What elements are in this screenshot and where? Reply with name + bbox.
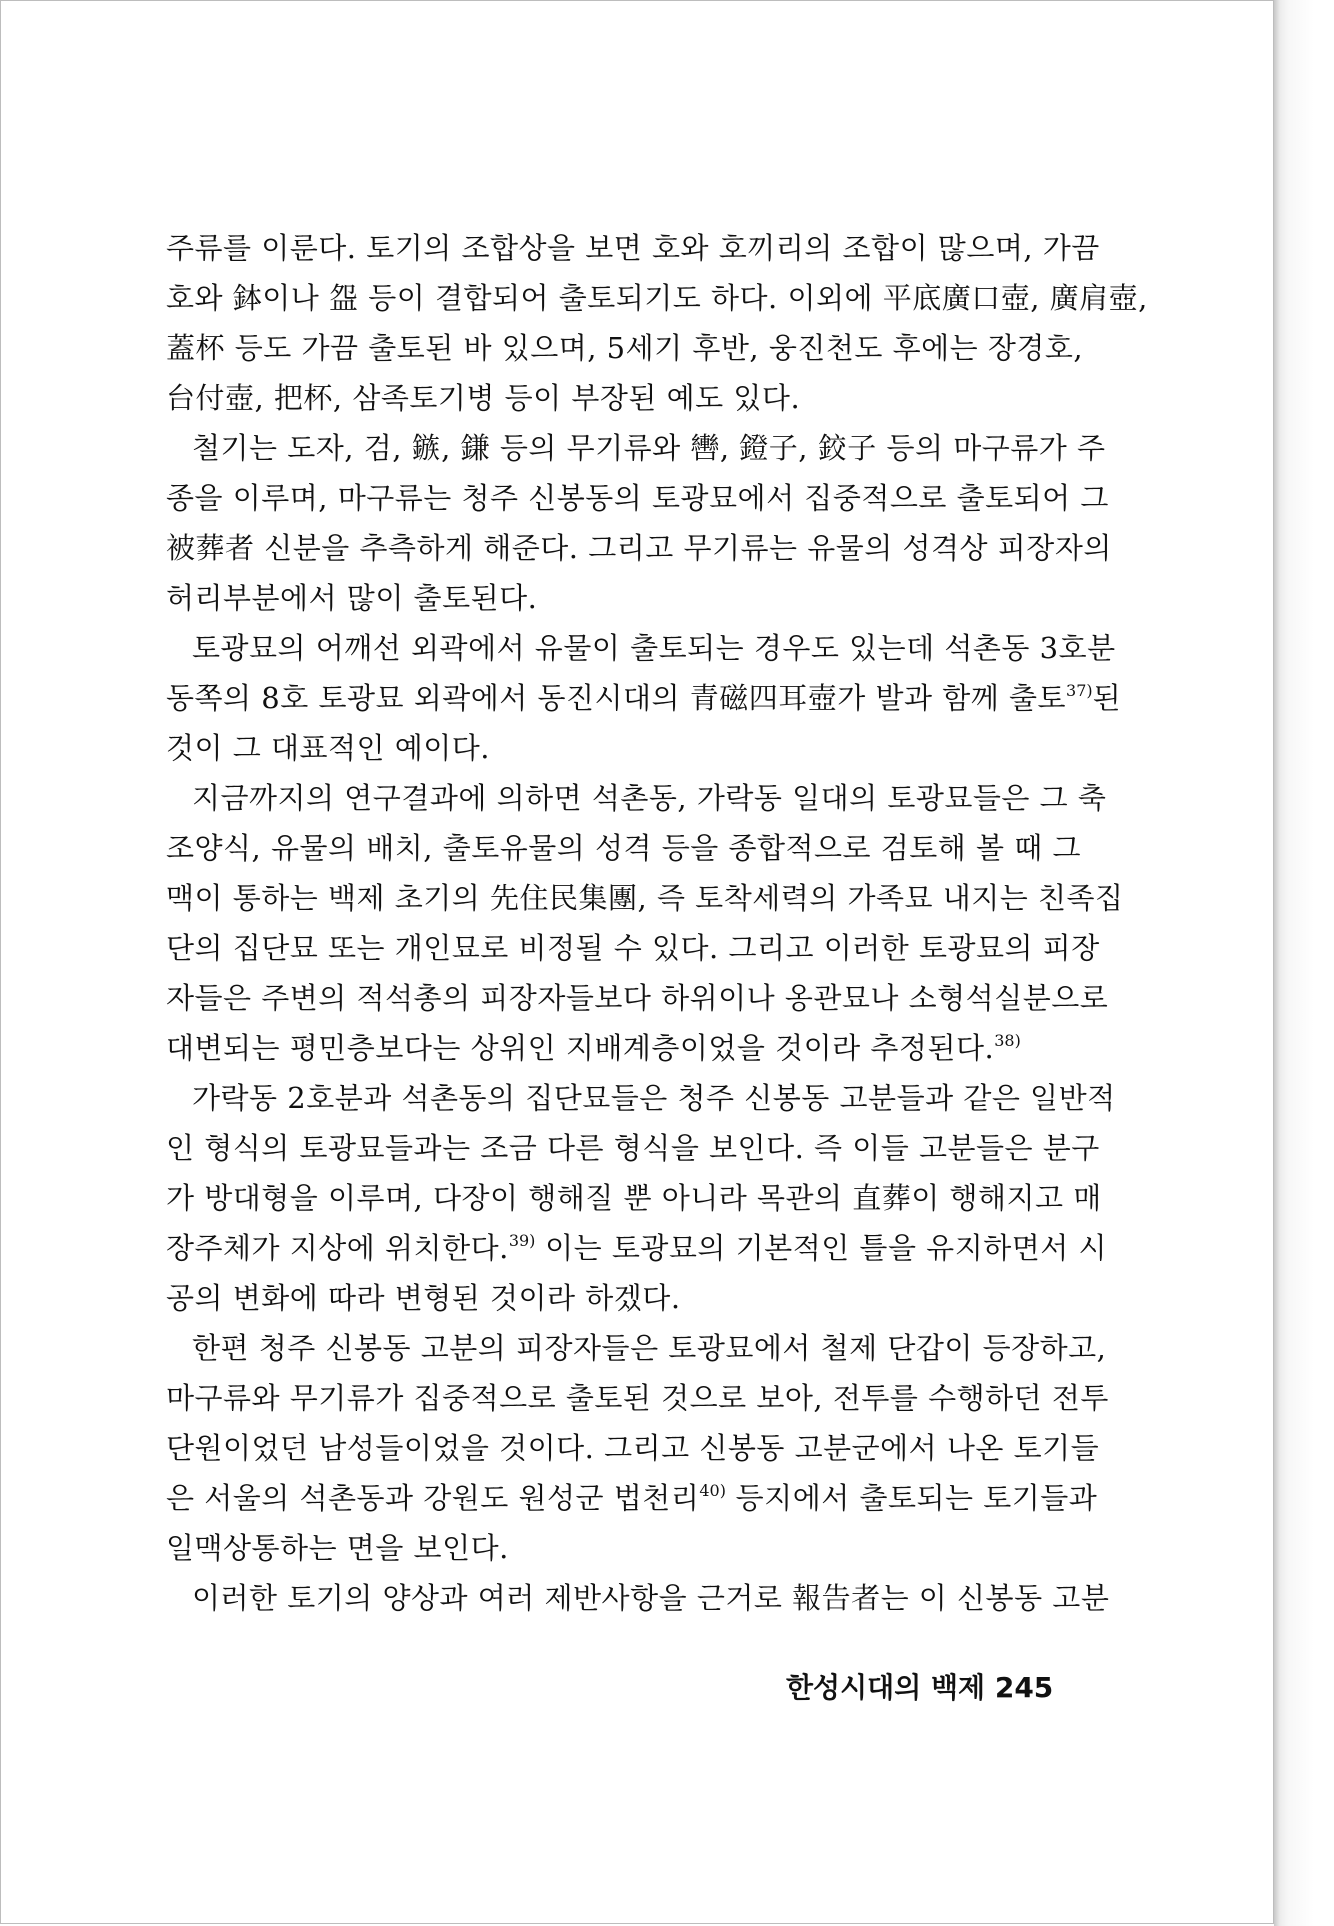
text-line: 마구류와 무기류가 집중적으로 출토된 것으로 보아, 전투를 수행하던 전투 [166, 1381, 1109, 1415]
text-line [166, 673, 1122, 723]
text-line [166, 1473, 1098, 1523]
text-segment: 장주체가 지상에 위치한다. [166, 1231, 509, 1265]
text-line: 被葬者 신분을 추측하게 해준다. 그리고 무기류는 유물의 성격상 피장자의 [166, 531, 1112, 565]
footnote-ref-37: 37) [1066, 681, 1093, 700]
text-line: 가 방대형을 이루며, 다장이 행해질 뿐 아니라 목관의 直葬이 행해지고 매 [166, 1181, 1102, 1215]
running-title: 한성시대의 백제 [786, 1671, 986, 1704]
text-line: 조양식, 유물의 배치, 출토유물의 성격 등을 종합적으로 검토해 볼 때 그 [166, 831, 1082, 865]
text-line: 공의 변화에 따라 변형된 것이라 하겠다. [166, 1281, 681, 1315]
footnote-ref-39: 39) [508, 1231, 536, 1250]
text-line: 蓋杯 등도 가끔 출토된 바 있으며, 5세기 후반, 웅진천도 후에는 장경호, [166, 331, 1084, 365]
body-text [166, 223, 1148, 1623]
text-line: 가락동 2호분과 석촌동의 집단묘들은 청주 신봉동 고분들과 같은 일반적 [192, 1081, 1116, 1115]
text-line [166, 1023, 1078, 1073]
text-line: 호와 鉢이나 盌 등이 결합되어 출토되기도 하다. 이외에 平底廣口壺, 廣肩壺, [166, 281, 1148, 315]
text-line: 종을 이루며, 마구류는 청주 신봉동의 토광묘에서 집중적으로 출토되어 그 [166, 481, 1109, 515]
page-number: 245 [994, 1671, 1054, 1704]
text-line: 단의 집단묘 또는 개인묘로 비정될 수 있다. 그리고 이러한 토광묘의 피장 [166, 931, 1100, 965]
footnote-ref-38: 38) [994, 1031, 1021, 1050]
footnote-ref-40: 40) [699, 1481, 726, 1500]
text-line: 허리부분에서 많이 출토된다. [166, 581, 538, 615]
page-footer [786, 1668, 1054, 1708]
text-line: 맥이 통하는 백제 초기의 先住民集團, 즉 토착세력의 가족묘 내지는 친족집 [166, 881, 1124, 915]
text-line: 것이 그 대표적인 예이다. [166, 731, 491, 765]
text-line [166, 1223, 1107, 1273]
text-line: 台付壺, 把杯, 삼족토기병 등이 부장된 예도 있다. [166, 381, 801, 415]
text-segment: 동쪽의 8호 토광묘 외곽에서 동진시대의 青磁四耳壺가 발과 함께 출토 [166, 681, 1067, 715]
text-line: 한편 청주 신봉동 고분의 피장자들은 토광묘에서 철제 단갑이 등장하고, [192, 1331, 1107, 1365]
text-line: 철기는 도자, 검, 鏃, 鎌 등의 무기류와 轡, 鐙子, 鉸子 등의 마구류가 주 [192, 431, 1106, 465]
text-line: 주류를 이룬다. 토기의 조합상을 보면 호와 호끼리의 조합이 많으며, 가끔 [166, 231, 1100, 265]
text-line: 일맥상통하는 면을 보인다. [166, 1531, 509, 1565]
text-line: 자들은 주변의 적석총의 피장자들보다 하위이나 옹관묘나 소형석실분으로 [166, 981, 1109, 1015]
text-segment: 된 [1092, 681, 1122, 715]
text-line: 인 형식의 토광묘들과는 조금 다른 형식을 보인다. 즉 이들 고분들은 분구 [166, 1131, 1100, 1165]
text-line: 지금까지의 연구결과에 의하면 석촌동, 가락동 일대의 토광묘들은 그 축 [192, 781, 1107, 815]
text-line: 이러한 토기의 양상과 여러 제반사항을 근거로 報告者는 이 신봉동 고분 [192, 1581, 1110, 1615]
text-line: 토광묘의 어깨선 외곽에서 유물이 출토되는 경우도 있는데 석촌동 3호분 [192, 631, 1116, 665]
text-line: 단원이었던 남성들이었을 것이다. 그리고 신봉동 고분군에서 나온 토기들 [166, 1431, 1100, 1465]
text-segment: 이는 토광묘의 기본적인 틀을 유지하면서 시 [535, 1231, 1107, 1265]
text-segment: 은 서울의 석촌동과 강원도 원성군 법천리 [166, 1481, 700, 1515]
text-segment: 대변되는 평민층보다는 상위인 지배계층이었을 것이라 추정된다. [166, 1031, 995, 1065]
text-segment: 등지에서 출토되는 토기들과 [725, 1481, 1098, 1515]
page-edge-shadow [1274, 0, 1334, 1926]
